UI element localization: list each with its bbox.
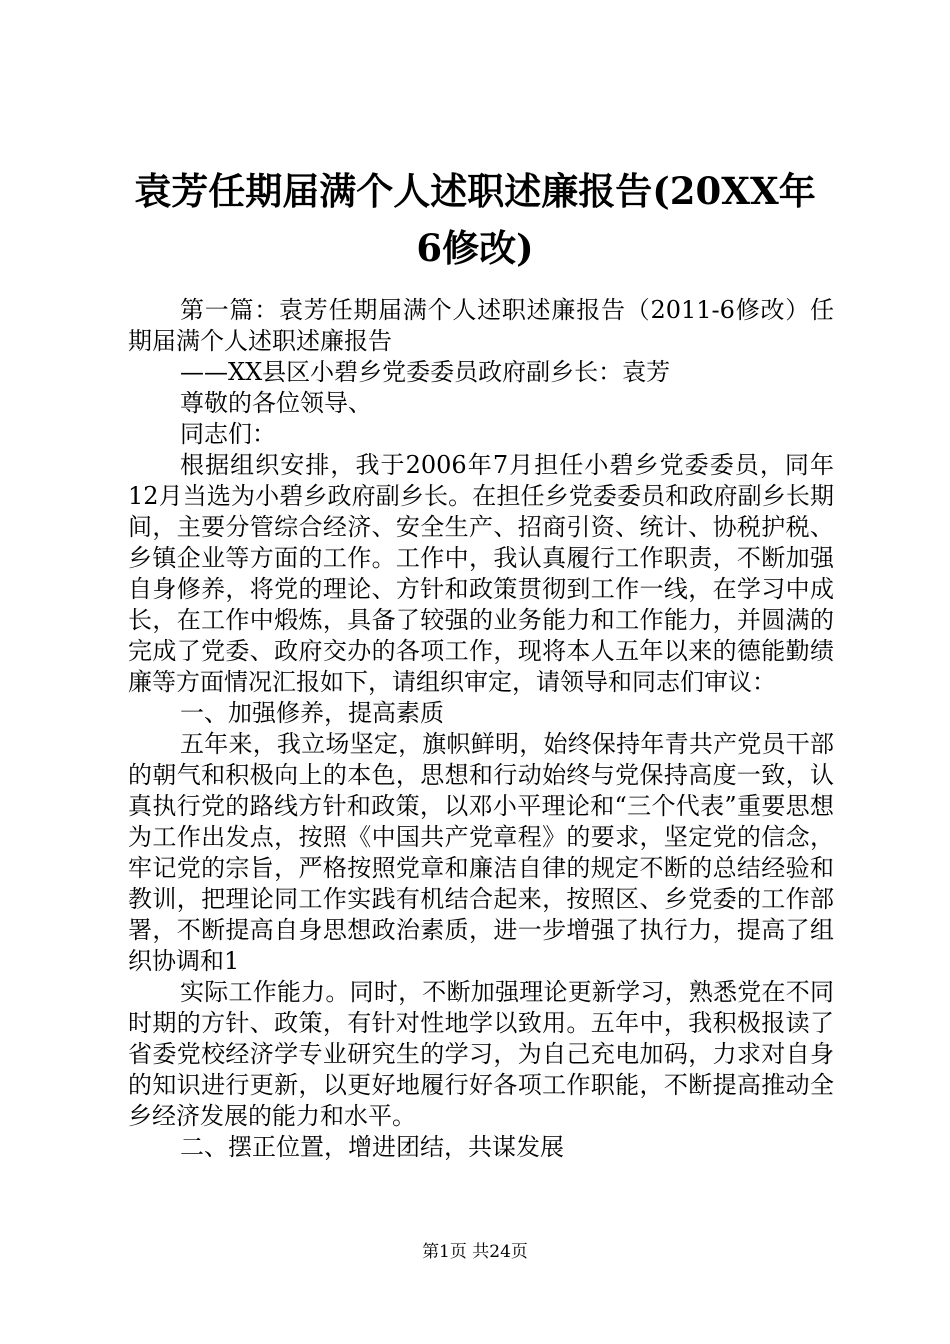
paragraph-salutation: 尊敬的各位领导、 — [180, 389, 372, 417]
document-title: 袁芳任期届满个人述职述廉报告(20XX年6修改) — [134, 169, 816, 270]
section-heading-2: 二、摆正位置，增进团结，共谋发展 — [180, 1133, 564, 1161]
paragraph-salutation-2: 同志们： — [180, 420, 276, 448]
page-footer: 第1页 共24页 — [422, 1242, 528, 1262]
document-body — [128, 295, 834, 1163]
paragraph-section-1: 五年来，我立场坚定，旗帜鲜明，始终保持年青共产党员干部的朝气和积极向上的本色，思想和行动始终与党保持高度一致，认真执行党的路线方针和政策，以邓小平理论和“三个代表”重要思想为工作出发点，按照《中国共产党章程》的要求，坚定党的信念，牢记党的宗旨，严格按照党章和廉洁自律的规定不断的总结经验和教训，把理论同工作实践有机结合起来，按照区、乡党委的工作部署，不断提高自身思想政治素质，进一步增强了执行力，提高了组织协调和1 — [128, 730, 834, 975]
paragraph-intro: 根据组织安排，我于2006年7月担任小碧乡党委委员，同年12月当选为小碧乡政府副乡长。在担任乡党委委员和政府副乡长期间，主要分管综合经济、安全生产、招商引资、统计、协税护税、乡镇企业等方面的工作。工作中，我认真履行工作职责，不断加强自身修养，将党的理论、方针和政策贯彻到工作一线，在学习中成长，在工作中煅炼，具备了较强的业务能力和工作能力，并圆满的完成了党委、政府交办的各项工作，现将本人五年以来的德能勤绩廉等方面情况汇报如下，请组织审定，请领导和同志们审议： — [128, 451, 834, 696]
section-heading-1: 一、加强修养，提高素质 — [180, 699, 444, 727]
paragraph-section-1-cont: 实际工作能力。同时，不断加强理论更新学习，熟悉党在不同时期的方针、政策，有针对性地学以致用。五年中，我积极报读了省委党校经济学专业研究生的学习，为自己充电加码，力求对自身的知识进行更新，以更好地履行好各项工作职能，不断提高推动全乡经济发展的能力和水平。 — [128, 978, 834, 1130]
paragraph-chapter-heading: 第一篇：袁芳任期届满个人述职述廉报告（2011-6修改）任期届满个人述职述廉报告 — [128, 296, 834, 355]
paragraph-author-line: ——XX县区小碧乡党委委员政府副乡长：袁芳 — [180, 358, 671, 386]
